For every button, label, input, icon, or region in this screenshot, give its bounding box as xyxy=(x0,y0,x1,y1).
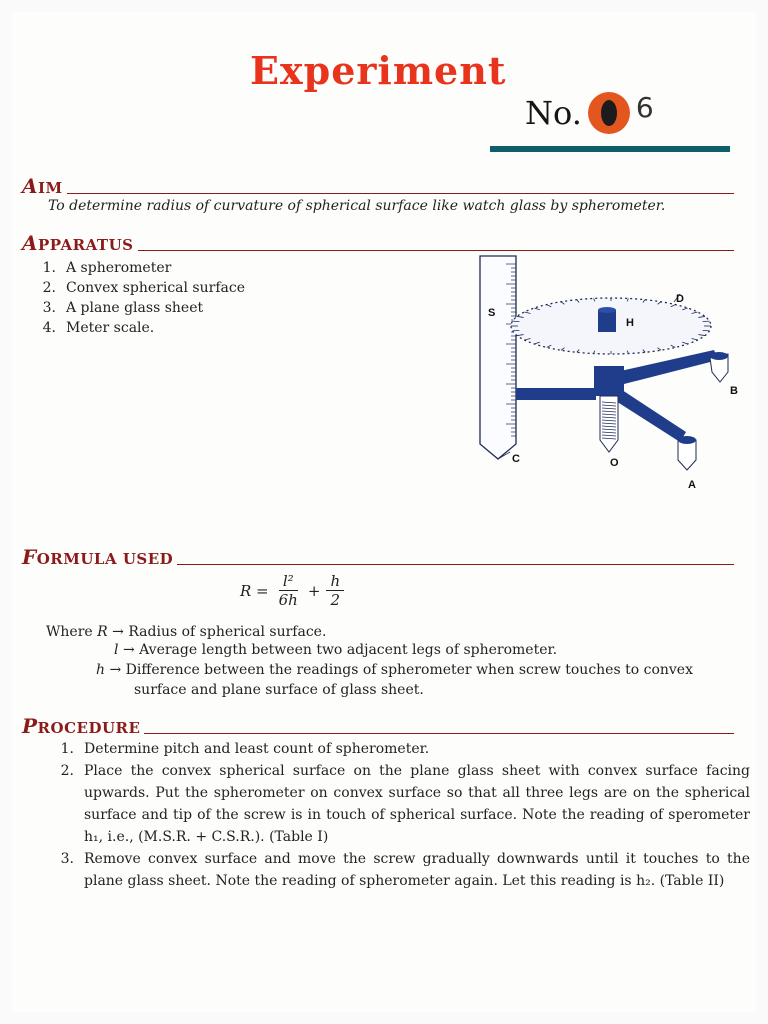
list-item-text: Convex spherical surface xyxy=(66,280,245,296)
label-c: C xyxy=(512,453,520,465)
formula-rule xyxy=(177,564,734,565)
apparatus-heading xyxy=(22,231,734,255)
list-item-number: 3. xyxy=(42,300,56,316)
def-text: Average length between two adjacent legs of spherometer. xyxy=(139,642,558,658)
formula-heading-initial: F xyxy=(22,545,37,569)
formula-lhs: R = xyxy=(240,581,269,600)
apparatus-heading-initial: A xyxy=(22,231,39,255)
aim-heading-rest: IM xyxy=(38,179,63,197)
procedure-heading xyxy=(22,714,734,738)
disc-tick xyxy=(513,330,520,331)
def-text: Radius of spherical surface. xyxy=(128,624,327,640)
procedure-heading-rest: ROCEDURE xyxy=(37,719,141,737)
formula-def-l xyxy=(114,640,557,660)
formula-def-h xyxy=(96,660,752,680)
list-item xyxy=(32,318,245,338)
number-badge-icon xyxy=(588,92,630,134)
arm-b xyxy=(616,350,718,384)
aim-heading xyxy=(22,174,734,198)
spherometer-diagram xyxy=(466,254,756,494)
list-item xyxy=(50,760,750,848)
experiment-number xyxy=(525,92,654,134)
formula-term2 xyxy=(326,572,344,609)
list-item-number: 1. xyxy=(42,260,56,276)
aim-rule xyxy=(67,193,734,194)
list-item-number: 2. xyxy=(42,280,56,296)
formula-term2-numerator: h xyxy=(326,572,344,591)
step-number: 3. xyxy=(60,851,74,867)
arm-left xyxy=(516,388,596,400)
step-text: Determine pitch and least count of spherometer. xyxy=(84,741,430,757)
hub xyxy=(594,366,624,396)
leg-a xyxy=(678,440,696,470)
leg-b-top xyxy=(710,352,728,360)
def-symbol: h xyxy=(96,662,106,678)
label-d: D xyxy=(676,293,684,305)
formula-term1-denominator: 6h xyxy=(278,591,298,609)
experiment-title: Experiment xyxy=(250,48,507,93)
step-text: Remove convex surface and move the screw gradually downwards until it touches to the plane glass sheet. Note the reading of spherometer again. Let this reading is h₂. (Table II) xyxy=(84,851,750,889)
list-item-text: A plane glass sheet xyxy=(66,300,204,316)
formula-def-h-cont xyxy=(134,680,424,700)
formula-heading-rest: ORMULA USED xyxy=(36,550,174,568)
label-b: B xyxy=(730,385,738,397)
list-item xyxy=(32,298,245,318)
apparatus-heading-rest: PPARATUS xyxy=(38,236,134,254)
label-o: O xyxy=(610,457,619,469)
list-item-text: A spherometer xyxy=(66,260,172,276)
formula-term1 xyxy=(275,572,302,609)
experiment-number-value: 6 xyxy=(635,90,654,124)
screw-head xyxy=(598,310,616,332)
list-item xyxy=(32,278,245,298)
label-s: S xyxy=(488,307,496,319)
disc-tick xyxy=(703,330,710,331)
aim-heading-initial: A xyxy=(22,174,39,198)
apparatus-rule xyxy=(138,250,735,251)
aim-text: To determine radius of curvature of spherical surface like watch glass by spherometer. xyxy=(48,198,666,214)
formula-term2-denominator: 2 xyxy=(330,591,341,609)
list-item xyxy=(32,258,245,278)
leg-a-top xyxy=(678,436,696,444)
disc-tick xyxy=(513,321,520,322)
formula-plus: + xyxy=(307,581,321,600)
def-symbol: l xyxy=(114,642,119,658)
step-number: 1. xyxy=(60,741,74,757)
formula-equation xyxy=(240,572,350,609)
screw-head-top xyxy=(598,307,616,313)
where-prefix: Where xyxy=(46,624,93,640)
list-item xyxy=(50,738,750,760)
def-symbol: R xyxy=(97,624,108,640)
formula-def-r xyxy=(46,622,326,642)
main-scale xyxy=(480,256,516,459)
disc-tick xyxy=(703,321,710,322)
step-text: Place the convex spherical surface on the plane glass sheet with convex surface facing upwards. Put the spherometer on convex surface so that all three legs are on the spherical surface and tip of the screw is in touch of spherical surface. Note the reading of sperometer h₁, i.e., (M.S.R. + C.S.R.). (Table I) xyxy=(84,763,750,845)
list-item-number: 4. xyxy=(42,320,56,336)
procedure-heading-initial: P xyxy=(22,714,38,738)
def-text: surface and plane surface of glass sheet. xyxy=(134,682,424,698)
procedure-list xyxy=(50,738,750,892)
experiment-number-label: No. xyxy=(525,94,582,132)
step-number: 2. xyxy=(60,763,74,779)
def-text: Difference between the readings of spherometer when screw touches to convex xyxy=(125,662,693,678)
arrow-icon: → xyxy=(109,662,122,678)
label-a: A xyxy=(688,479,696,491)
arrow-icon: → xyxy=(122,642,135,658)
procedure-rule xyxy=(144,733,734,734)
title-underline xyxy=(490,146,730,152)
list-item-text: Meter scale. xyxy=(66,320,155,336)
apparatus-list xyxy=(32,258,245,338)
formula-heading xyxy=(22,545,734,569)
arrow-icon: → xyxy=(112,624,124,640)
label-h: H xyxy=(626,317,634,329)
list-item xyxy=(50,848,750,892)
formula-term1-numerator: l² xyxy=(279,572,298,591)
